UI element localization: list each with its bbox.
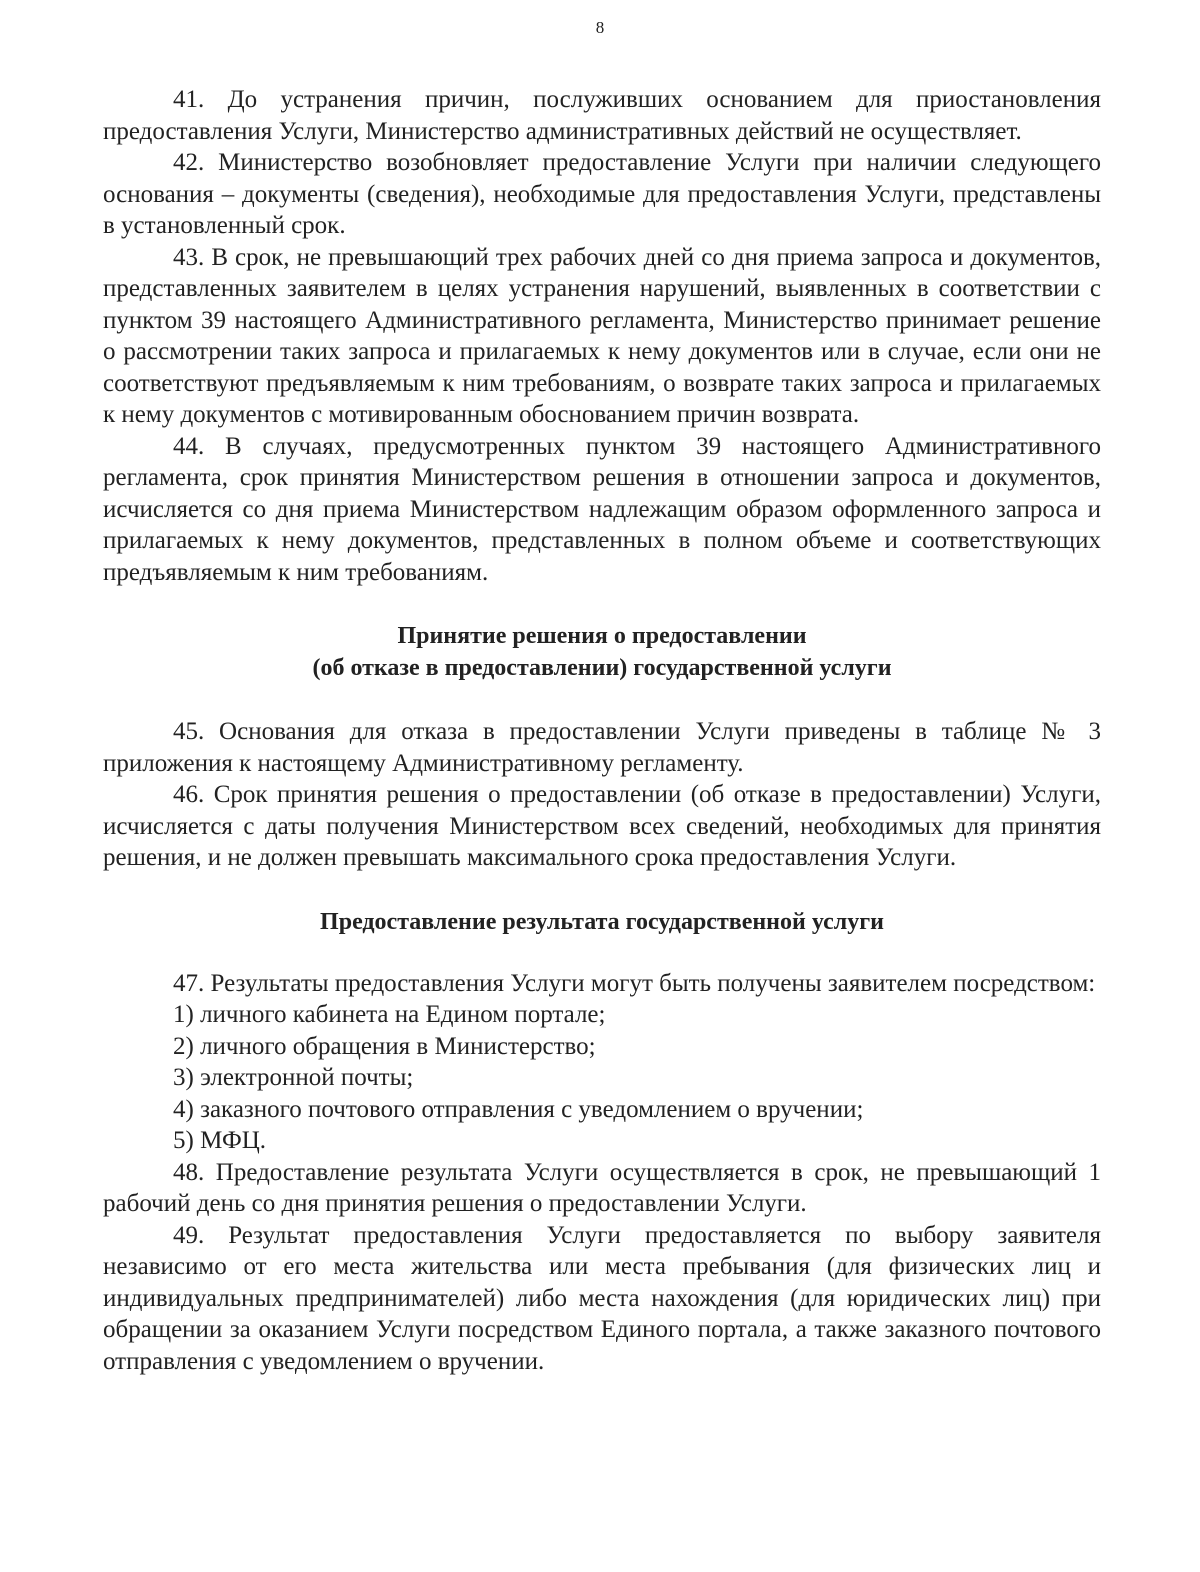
document-body xyxy=(103,84,1101,1377)
spacer xyxy=(103,588,1101,620)
page-number: 8 xyxy=(595,18,605,37)
paragraph-42: 42. Министерство возобновляет предоставление Услуги при наличии следующего основания – документы (сведения), необходимые для предоставления Услуги, представлены в установленный срок. xyxy=(103,149,1101,239)
paragraph-49: 49. Результат предоставления Услуги предоставляется по выбору заявителя независимо от его места жительства или места пребывания (для физических лиц и индивидуальных предпринимателей) либо места нахождения (для юридических лиц) при обращении за оказанием Услуги посредством Единого портала, а также заказного почтового отправления с уведомлением о вручении. xyxy=(103,1221,1101,1375)
section-heading-result: Предоставление результата государственной услуги xyxy=(320,908,884,935)
paragraph-47: 47. Результаты предоставления Услуги могут быть получены заявителем посредством: xyxy=(173,969,1096,997)
paragraph-45: 45. Основания для отказа в предоставлении Услуги приведены в таблице № 3 приложения к настоящему Административному регламенту. xyxy=(103,718,1101,777)
section-heading-decision-line-1: Принятие решения о предоставлении xyxy=(397,623,807,649)
list-item: 3) электронной почты; xyxy=(173,1064,414,1091)
paragraph-44: 44. В случаях, предусмотренных пунктом 39 настоящего Административного регламента, срок принятия Министерством решения в отношении запроса и документов, исчисляется со дня приема Министерством надлежащим образом оформленного запроса и прилагаемых к нему документов, представленных в полном объеме и соответствующих предъявляемым к ним требованиям. xyxy=(103,432,1101,586)
list-item: 4) заказного почтового отправления с уведомлением о вручении; xyxy=(173,1095,864,1123)
list-item: 1) личного кабинета на Едином портале; xyxy=(173,1001,606,1028)
paragraph-41: 41. До устранения причин, послуживших основанием для приостановления предоставления Услуги, Министерство административных действий не осуществляет. xyxy=(103,86,1101,145)
section-heading-decision-line-2: (об отказе в предоставлении) государственной услуги xyxy=(312,655,892,681)
list-item: 5) МФЦ. xyxy=(173,1127,267,1154)
paragraph-48: 48. Предоставление результата Услуги осуществляется в срок, не превышающий 1 рабочий день со дня принятия решения о предоставлении Услуги. xyxy=(103,1158,1101,1217)
paragraph-46: 46. Срок принятия решения о предоставлении (об отказе в предоставлении) Услуги, исчисляется с даты получения Министерством всех сведений, необходимых для принятия решения, и не должен превышать максимального срока предоставления Услуги. xyxy=(103,781,1101,871)
spacer xyxy=(103,684,1101,716)
list-item: 2) личного обращения в Министерство; xyxy=(173,1032,596,1060)
paragraph-43: 43. В срок, не превышающий трех рабочих дней со дня приема запроса и документов, представленных заявителем в целях устранения нарушений, выявленных в соответствии с пунктом 39 настоящего Административного регламента, Министерство принимает решение о рассмотрении таких запроса и прилагаемых к нему документов или в случае, если они не соответствуют предъявляемым к ним требованиям, о возврате таких запроса и прилагаемых к нему документов с мотивированным обоснованием причин возврата. xyxy=(103,243,1101,428)
spacer xyxy=(103,874,1101,906)
section-heading-decision xyxy=(103,620,1101,684)
spacer xyxy=(103,938,1101,968)
